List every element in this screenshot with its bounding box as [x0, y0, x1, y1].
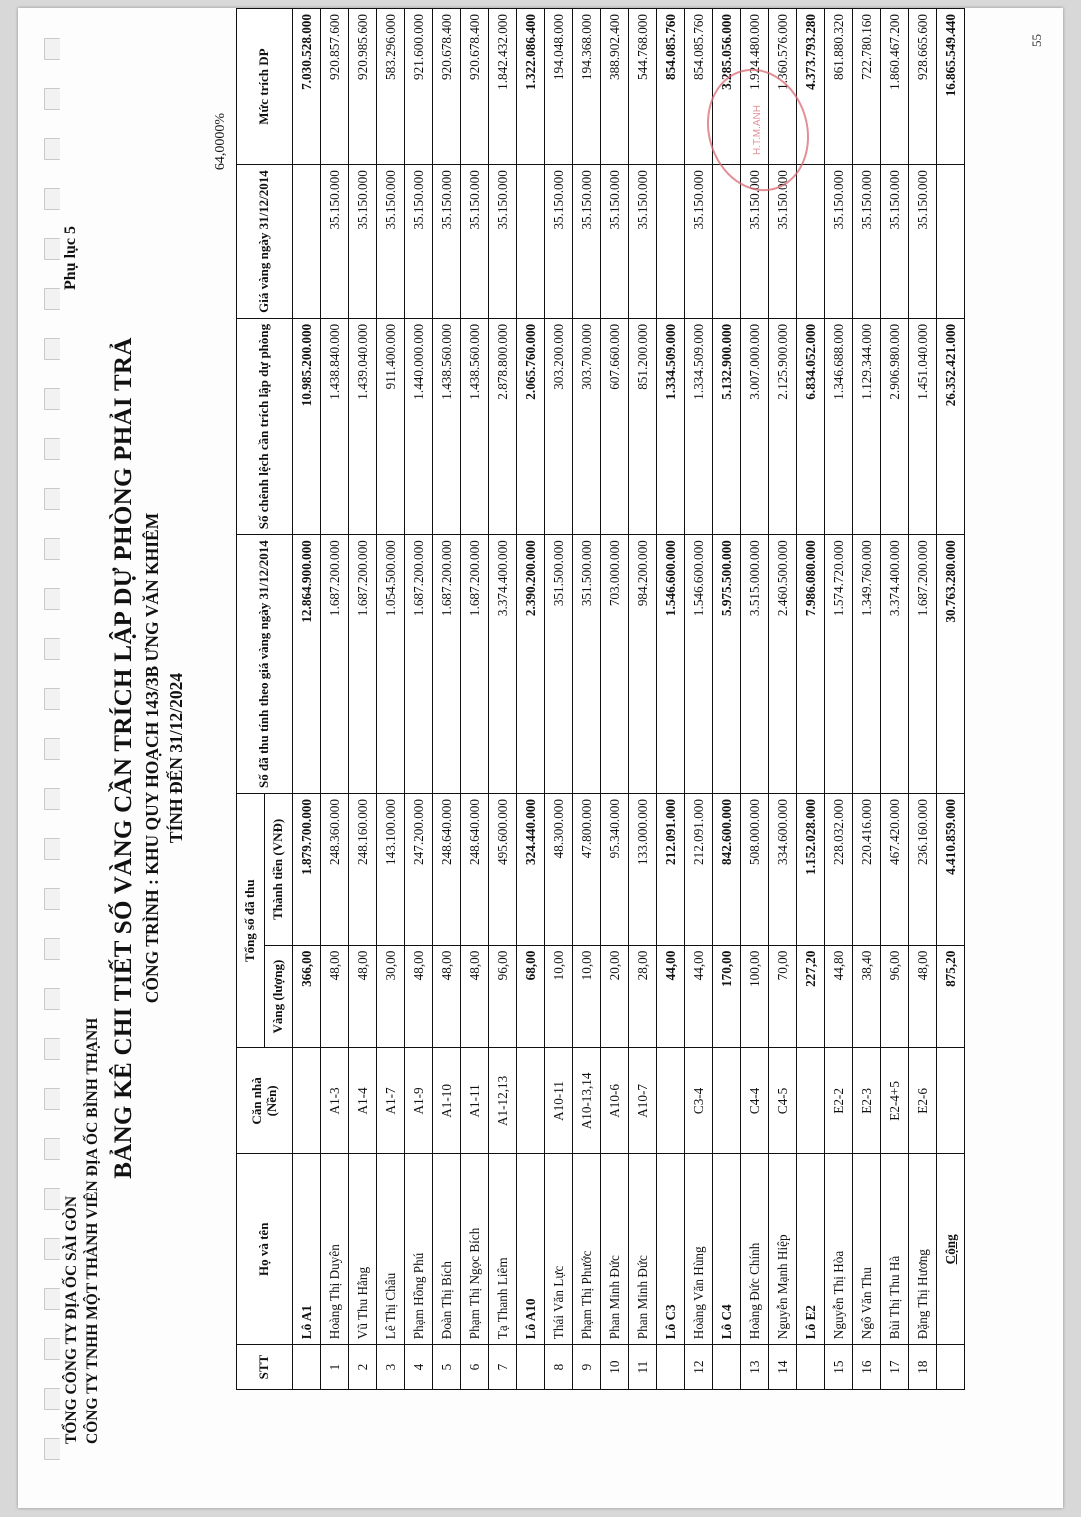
cell-quantity: 44,80: [825, 945, 853, 1048]
cell-difference: 303.700.000: [573, 318, 601, 534]
cell-house: E2-6: [909, 1048, 937, 1154]
page-number: 55: [1029, 34, 1044, 47]
cell-gold-value: 351.500.000: [573, 535, 601, 794]
cell-provision: 920.678.400: [461, 9, 489, 165]
table-row: [489, 9, 517, 1390]
cell-quantity: 48,00: [405, 945, 433, 1048]
cell-stt: 15: [825, 1345, 853, 1390]
total-difference: 26.352.421.000: [937, 318, 965, 534]
cell-house: [517, 1048, 545, 1154]
cell-house: A1-11: [461, 1048, 489, 1154]
cell-house: A1-4: [349, 1048, 377, 1154]
cell-quantity: 30,00: [377, 945, 405, 1048]
cell-stt: 11: [629, 1345, 657, 1390]
cell-difference: 10.985.200.000: [293, 318, 321, 534]
table-row: [741, 9, 769, 1390]
table-row: [601, 9, 629, 1390]
cell-house: [713, 1048, 741, 1154]
cell-name: Bùi Thị Thu Hà: [881, 1154, 909, 1345]
cell-amount: 495.600.000: [489, 794, 517, 946]
cell-house: A1-9: [405, 1048, 433, 1154]
cell-gold-value: 1.687.200.000: [349, 535, 377, 794]
cell-amount: 248.640.000: [433, 794, 461, 946]
header-name: Họ và tên: [237, 1154, 293, 1345]
cell-gold-price: 35.150.000: [545, 165, 573, 319]
cell-gold-price: 35.150.000: [573, 165, 601, 319]
cell-amount: 228.032.000: [825, 794, 853, 946]
cell-stt: 9: [573, 1345, 601, 1390]
cell-stt: 17: [881, 1345, 909, 1390]
cell-gold-price: [517, 165, 545, 319]
cell-difference: 5.132.900.000: [713, 318, 741, 534]
cell-gold-price: 35.150.000: [405, 165, 433, 319]
table-row: [461, 9, 489, 1390]
cell-provision: 920.678.400: [433, 9, 461, 165]
cell-name: Hoàng Đức Chính: [741, 1154, 769, 1345]
cell-difference: 1.438.560.000: [461, 318, 489, 534]
table-body: [293, 9, 965, 1390]
table-row: [405, 9, 433, 1390]
cell-difference: 3.007.000.000: [741, 318, 769, 534]
cell-house: C4-4: [741, 1048, 769, 1154]
org-line-1: TỔNG CÔNG TY ĐỊA ỐC SÀI GÒN: [63, 1195, 80, 1444]
as-of-date-line: TÍNH ĐẾN 31/12/2024: [166, 672, 186, 844]
table-group-row: [517, 9, 545, 1390]
cell-name: Đặng Thị Hương: [909, 1154, 937, 1345]
cell-gold-price: [797, 165, 825, 319]
header-quantity: Vàng (lượng): [265, 945, 293, 1048]
cell-house: C4-5: [769, 1048, 797, 1154]
cell-amount: 1.152.028.000: [797, 794, 825, 946]
cell-gold-price: 35.150.000: [629, 165, 657, 319]
cell-house: A1-7: [377, 1048, 405, 1154]
cell-gold-price: [657, 165, 685, 319]
cell-gold-value: 3.515.000.000: [741, 535, 769, 794]
cell-stt: 8: [545, 1345, 573, 1390]
header-total-collected: Tổng số đã thu: [237, 794, 265, 1048]
cell-house: A10-6: [601, 1048, 629, 1154]
cell-quantity: 20,00: [601, 945, 629, 1048]
table-row: [545, 9, 573, 1390]
cell-name: Phạm Thị Ngọc Bích: [461, 1154, 489, 1345]
cell-amount: 467.420.000: [881, 794, 909, 946]
cell-gold-value: 1.349.760.000: [853, 535, 881, 794]
cell-quantity: 38,40: [853, 945, 881, 1048]
cell-amount: 324.440.000: [517, 794, 545, 946]
total-gold-value: 30.763.280.000: [937, 535, 965, 794]
cell-amount: 248.160.000: [349, 794, 377, 946]
table-row: [629, 9, 657, 1390]
cell-amount: 508.000.000: [741, 794, 769, 946]
cell-provision: 194.368.000: [573, 9, 601, 165]
landscape-content: [18, 8, 1063, 1508]
cell-gold-price: 35.150.000: [853, 165, 881, 319]
cell-quantity: 48,00: [461, 945, 489, 1048]
cell-amount: 212.091.000: [657, 794, 685, 946]
cell-provision: 544.768.000: [629, 9, 657, 165]
cell-stt: 13: [741, 1345, 769, 1390]
cell-provision: 1.860.467.200: [881, 9, 909, 165]
cell-stt: [797, 1345, 825, 1390]
cell-stt: [713, 1345, 741, 1390]
cell-amount: 334.600.000: [769, 794, 797, 946]
cell-name: Lô C3: [657, 1154, 685, 1345]
cell-quantity: 227,20: [797, 945, 825, 1048]
cell-gold-value: 1.546.600.000: [657, 535, 685, 794]
cell-provision: 854.085.760: [657, 9, 685, 165]
cell-stt: 6: [461, 1345, 489, 1390]
cell-house: [293, 1048, 321, 1154]
cell-gold-price: [713, 165, 741, 319]
cell-gold-price: [293, 165, 321, 319]
cell-provision: 722.780.160: [853, 9, 881, 165]
cell-house: C3-4: [685, 1048, 713, 1154]
org-line-2: CÔNG TY TNHH MỘT THÀNH VIÊN ĐỊA ỐC BÌNH THẠNH: [83, 1017, 101, 1444]
cell-gold-value: 5.975.500.000: [713, 535, 741, 794]
total-provision: 16.865.549.440: [937, 9, 965, 165]
cell-quantity: 96,00: [881, 945, 909, 1048]
table-row: [825, 9, 853, 1390]
table-header-row-1: [237, 9, 265, 1390]
table-row: [881, 9, 909, 1390]
cell-provision: 920.857.600: [321, 9, 349, 165]
cell-gold-value: 1.687.200.000: [433, 535, 461, 794]
cell-stt: 12: [685, 1345, 713, 1390]
cell-gold-value: 1.687.200.000: [461, 535, 489, 794]
table-group-row: [657, 9, 685, 1390]
cell-gold-value: 1.574.720.000: [825, 535, 853, 794]
cell-amount: 47.800.000: [573, 794, 601, 946]
cell-provision: 1.842.432.000: [489, 9, 517, 165]
cell-house: A10-11: [545, 1048, 573, 1154]
cell-gold-price: 35.150.000: [433, 165, 461, 319]
table-row: [349, 9, 377, 1390]
cell-provision: 854.085.760: [685, 9, 713, 165]
table-group-row: [293, 9, 321, 1390]
table-row: [321, 9, 349, 1390]
cell-house: A1-10: [433, 1048, 461, 1154]
total-label: Cộng: [937, 1154, 965, 1345]
cell-gold-value: 1.687.200.000: [909, 535, 937, 794]
cell-stt: 18: [909, 1345, 937, 1390]
cell-difference: 1.438.560.000: [433, 318, 461, 534]
cell-difference: 6.834.052.000: [797, 318, 825, 534]
header-amount: Thành tiền (VNĐ): [265, 794, 293, 946]
header-house: [237, 1048, 293, 1154]
cell-name: Hoàng Thị Duyên: [321, 1154, 349, 1345]
cell-name: Tạ Thanh Liêm: [489, 1154, 517, 1345]
cell-name: Phan Minh Đức: [601, 1154, 629, 1345]
cell-gold-value: 351.500.000: [545, 535, 573, 794]
cell-gold-price: 35.150.000: [349, 165, 377, 319]
cell-gold-value: 703.000.000: [601, 535, 629, 794]
cell-amount: 842.600.000: [713, 794, 741, 946]
cell-house: E2-2: [825, 1048, 853, 1154]
cell-name: Nguyễn Thị Hòa: [825, 1154, 853, 1345]
cell-gold-price: 35.150.000: [489, 165, 517, 319]
cell-quantity: 48,00: [321, 945, 349, 1048]
cell-stt: [517, 1345, 545, 1390]
cell-difference: 1.129.344.000: [853, 318, 881, 534]
cell-house: E2-4+5: [881, 1048, 909, 1154]
cell-quantity: 170,00: [713, 945, 741, 1048]
cell-gold-price: 35.150.000: [825, 165, 853, 319]
cell-amount: 247.200.000: [405, 794, 433, 946]
cell-name: Lê Thị Châu: [377, 1154, 405, 1345]
annex-label: Phụ lục 5: [62, 225, 79, 290]
cell-house: E2-3: [853, 1048, 881, 1154]
cell-gold-value: 984.200.000: [629, 535, 657, 794]
cell-name: Lô E2: [797, 1154, 825, 1345]
cell-provision: 928.665.600: [909, 9, 937, 165]
header-provision: Mức trích DP: [237, 9, 293, 165]
cell-name: Hoàng Văn Hùng: [685, 1154, 713, 1345]
cell-name: Lô C4: [713, 1154, 741, 1345]
table-group-row: [713, 9, 741, 1390]
cell-name: Phạm Hồng Phú: [405, 1154, 433, 1345]
document-page: [18, 8, 1063, 1508]
cell-name: Nguyễn Mạnh Hiệp: [769, 1154, 797, 1345]
cell-gold-price: 35.150.000: [881, 165, 909, 319]
cell-gold-value: 2.390.200.000: [517, 535, 545, 794]
cell-house: A1-3: [321, 1048, 349, 1154]
header-gold-value: Số đã thu tính theo giá vàng ngày 31/12/2014: [237, 535, 293, 794]
cell-difference: 2.065.760.000: [517, 318, 545, 534]
organization-header: [62, 1018, 104, 1444]
cell-quantity: 48,00: [349, 945, 377, 1048]
cell-stt: 1: [321, 1345, 349, 1390]
cell-name: Phan Minh Đức: [629, 1154, 657, 1345]
document-title-block: [110, 8, 187, 1508]
provision-table: [236, 8, 965, 1390]
cell-name: Ngô Văn Thu: [853, 1154, 881, 1345]
cell-provision: 920.985.600: [349, 9, 377, 165]
cell-name: Phạm Thị Phước: [573, 1154, 601, 1345]
table-row: [769, 9, 797, 1390]
cell-quantity: 68,00: [517, 945, 545, 1048]
document-title: BẢNG KÊ CHI TIẾT SỐ VÀNG CẦN TRÍCH LẬP DỰ PHÒNG PHẢI TRẢ: [110, 337, 137, 1179]
cell-difference: 1.334.509.000: [685, 318, 713, 534]
cell-gold-value: 3.374.400.000: [489, 535, 517, 794]
cell-provision: 1.322.086.400: [517, 9, 545, 165]
stamp-text: H.T.M.ANH: [752, 105, 763, 155]
cell-difference: 1.334.509.000: [657, 318, 685, 534]
cell-gold-price: 35.150.000: [377, 165, 405, 319]
cell-name: Thái Văn Lực: [545, 1154, 573, 1345]
cell-difference: 303.200.000: [545, 318, 573, 534]
header-house-line2: (Nền): [263, 1085, 279, 1117]
total-quantity: 875,20: [937, 945, 965, 1048]
cell-stt: 2: [349, 1345, 377, 1390]
cell-provision: 194.048.000: [545, 9, 573, 165]
cell-provision: 1.924.480.000: [741, 9, 769, 165]
cell-amount: 236.160.000: [909, 794, 937, 946]
header-house-line1: Căn nhà: [248, 1077, 264, 1125]
cell-difference: 1.438.840.000: [321, 318, 349, 534]
cell-gold-price: 35.150.000: [909, 165, 937, 319]
cell-stt: 10: [601, 1345, 629, 1390]
cell-stt: 4: [405, 1345, 433, 1390]
cell-provision: 388.902.400: [601, 9, 629, 165]
cell-stt: [293, 1345, 321, 1390]
cell-difference: 1.451.040.000: [909, 318, 937, 534]
cell-amount: 248.360.000: [321, 794, 349, 946]
cell-stt: 7: [489, 1345, 517, 1390]
cell-stt: 3: [377, 1345, 405, 1390]
total-cell-stt: [937, 1345, 965, 1390]
cell-amount: 212.091.000: [685, 794, 713, 946]
cell-provision: 4.373.793.280: [797, 9, 825, 165]
cell-gold-value: 7.986.080.000: [797, 535, 825, 794]
project-line: CÔNG TRÌNH : KHU QUY HOẠCH 143/3B ƯNG VĂN KHIÊM: [142, 512, 162, 1004]
cell-difference: 2.906.980.000: [881, 318, 909, 534]
cell-difference: 851.200.000: [629, 318, 657, 534]
cell-gold-price: 35.150.000: [461, 165, 489, 319]
cell-provision: 1.360.576.000: [769, 9, 797, 165]
table-row: [433, 9, 461, 1390]
cell-gold-value: 1.546.600.000: [685, 535, 713, 794]
cell-house: A1-12,13: [489, 1048, 517, 1154]
cell-amount: 220.416.000: [853, 794, 881, 946]
total-amount: 4.410.859.000: [937, 794, 965, 946]
cell-difference: 911.400.000: [377, 318, 405, 534]
cell-gold-value: 1.687.200.000: [321, 535, 349, 794]
cell-gold-value: 3.374.400.000: [881, 535, 909, 794]
cell-quantity: 96,00: [489, 945, 517, 1048]
cell-house: A10-7: [629, 1048, 657, 1154]
cell-stt: 14: [769, 1345, 797, 1390]
cell-quantity: 10,00: [545, 945, 573, 1048]
cell-provision: 921.600.000: [405, 9, 433, 165]
cell-name: Lô A10: [517, 1154, 545, 1345]
cell-provision: 7.030.528.000: [293, 9, 321, 165]
cell-difference: 1.439.040.000: [349, 318, 377, 534]
header-gold-price: Giá vàng ngày 31/12/2014: [237, 165, 293, 319]
header-stt: STT: [237, 1345, 293, 1390]
cell-difference: 1.440.000.000: [405, 318, 433, 534]
header-difference: Số chênh lệch cần trích lập dự phòng: [237, 318, 293, 534]
cell-name: Đoàn Thị Bích: [433, 1154, 461, 1345]
cell-provision: 861.880.320: [825, 9, 853, 165]
cell-quantity: 366,00: [293, 945, 321, 1048]
cell-house: [657, 1048, 685, 1154]
cell-stt: [657, 1345, 685, 1390]
cell-stt: 5: [433, 1345, 461, 1390]
cell-gold-price: 35.150.000: [321, 165, 349, 319]
table-row: [377, 9, 405, 1390]
cell-house: A10-13,14: [573, 1048, 601, 1154]
cell-gold-value: 1.687.200.000: [405, 535, 433, 794]
table-row: [853, 9, 881, 1390]
cell-stt: 16: [853, 1345, 881, 1390]
cell-gold-value: 2.460.500.000: [769, 535, 797, 794]
cell-name: Vũ Thu Hằng: [349, 1154, 377, 1345]
cell-quantity: 44,00: [657, 945, 685, 1048]
total-gold-price: [937, 165, 965, 319]
cell-gold-value: 1.054.500.000: [377, 535, 405, 794]
cell-gold-price: 35.150.000: [769, 165, 797, 319]
cell-provision: 583.296.000: [377, 9, 405, 165]
cell-difference: 607.660.000: [601, 318, 629, 534]
cell-difference: 1.346.688.000: [825, 318, 853, 534]
cell-quantity: 48,00: [909, 945, 937, 1048]
cell-gold-price: 35.150.000: [741, 165, 769, 319]
cell-house: [797, 1048, 825, 1154]
cell-amount: 248.640.000: [461, 794, 489, 946]
table-row: [685, 9, 713, 1390]
cell-provision: 3.285.056.000: [713, 9, 741, 165]
table-row: [909, 9, 937, 1390]
cell-gold-price: 35.150.000: [685, 165, 713, 319]
cell-quantity: 48,00: [433, 945, 461, 1048]
cell-difference: 2.878.800.000: [489, 318, 517, 534]
cell-amount: 143.100.000: [377, 794, 405, 946]
cell-amount: 133.000.000: [629, 794, 657, 946]
cell-quantity: 70,00: [769, 945, 797, 1048]
cell-amount: 1.879.700.000: [293, 794, 321, 946]
cell-quantity: 28,00: [629, 945, 657, 1048]
cell-amount: 48.300.000: [545, 794, 573, 946]
table-total-row: [937, 9, 965, 1390]
cell-amount: 95.340.000: [601, 794, 629, 946]
cell-quantity: 100,00: [741, 945, 769, 1048]
cell-quantity: 44,00: [685, 945, 713, 1048]
cell-gold-value: 12.864.900.000: [293, 535, 321, 794]
table-row: [573, 9, 601, 1390]
cell-quantity: 10,00: [573, 945, 601, 1048]
table-group-row: [797, 9, 825, 1390]
cell-difference: 2.125.900.000: [769, 318, 797, 534]
cell-name: Lô A1: [293, 1154, 321, 1345]
provision-percent: 64,0000%: [213, 113, 228, 171]
total-cell-house: [937, 1048, 965, 1154]
cell-gold-price: 35.150.000: [601, 165, 629, 319]
